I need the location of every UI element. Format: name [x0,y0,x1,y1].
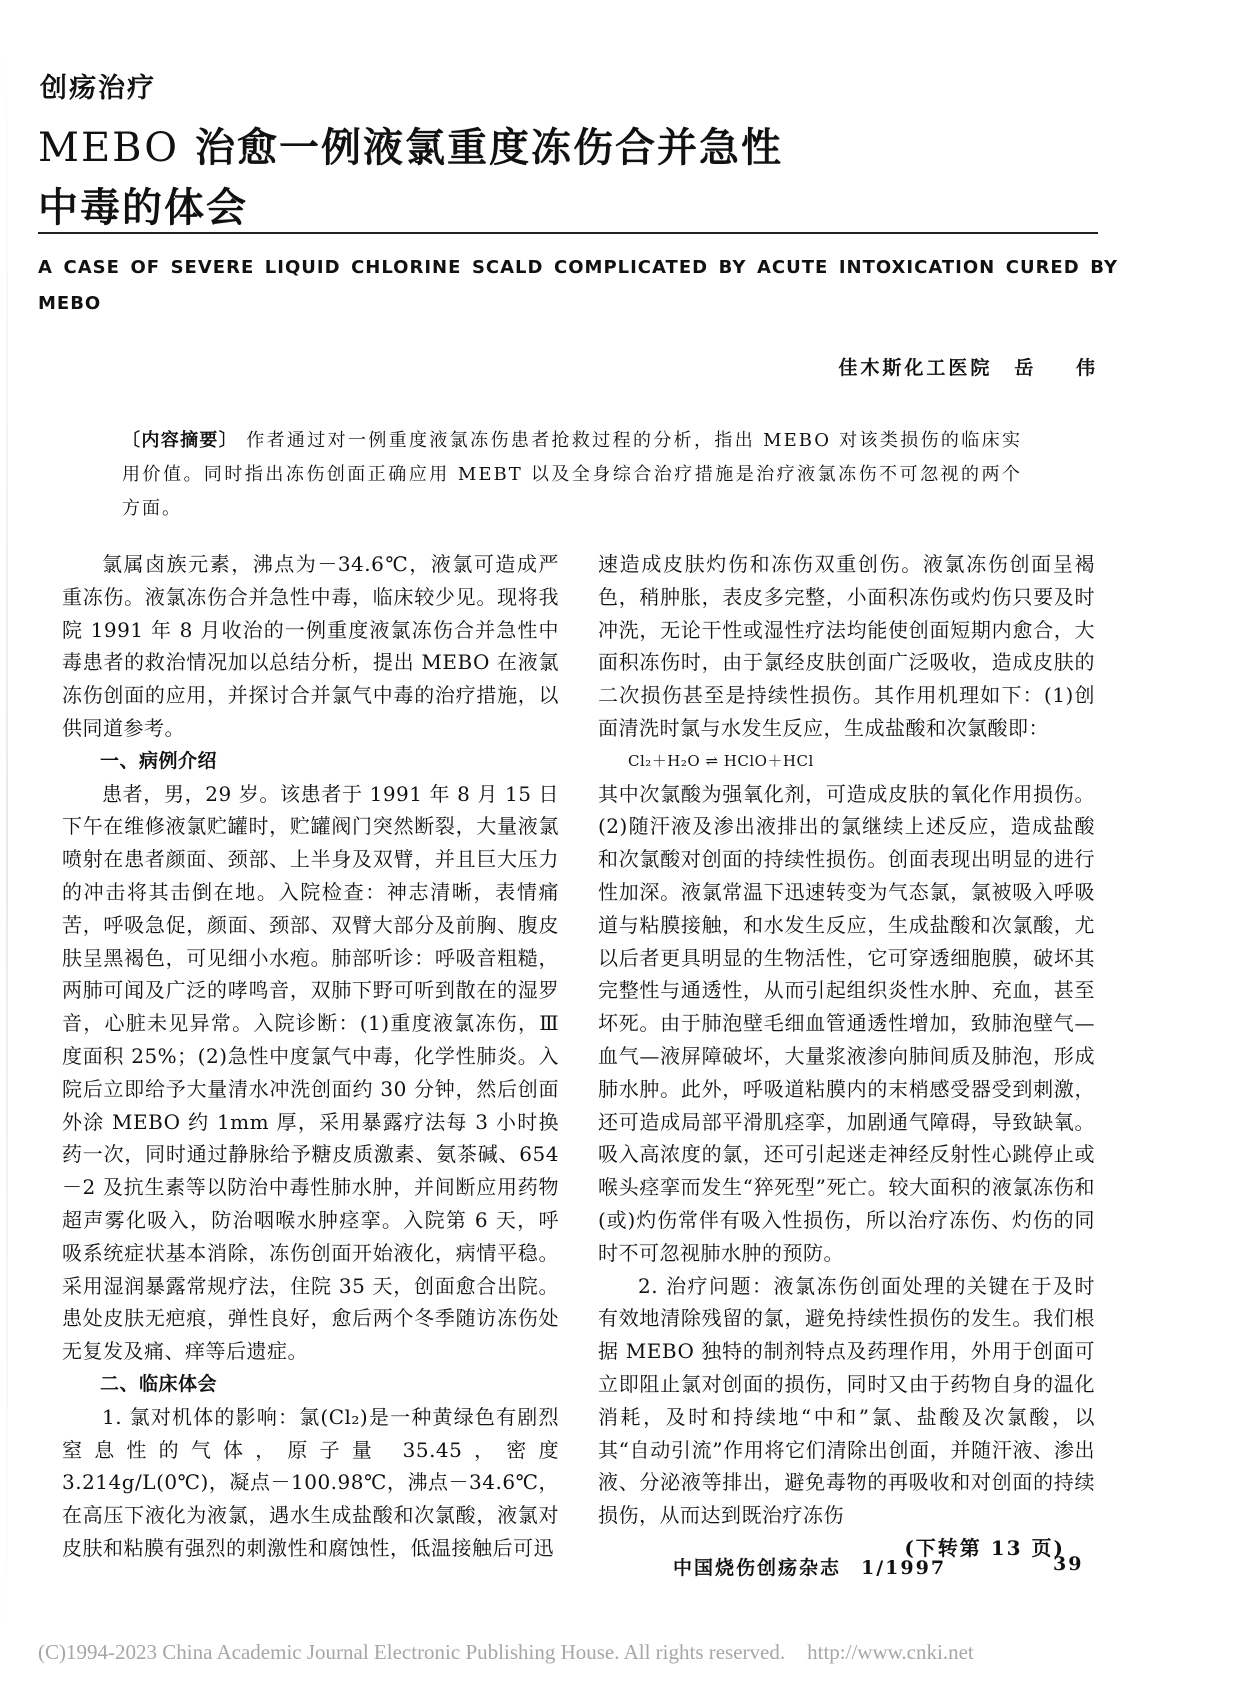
section-tag: 创疡治疗 [40,73,156,104]
copyright-text: (C)1994-2023 China Academic Journal Electronic Publishing House. All rights reserved. [38,1640,786,1664]
copyright-notice [38,1640,974,1665]
reaction-formula: Cl₂＋H₂O ⇌ HClO＋HCl [628,751,814,770]
author-name: 岳 伟 [1014,357,1113,379]
author-line [838,353,1113,380]
abstract-text: 作者通过对一例重度液氯冻伤患者抢救过程的分析，指出 MEBO 对该类损伤的临床实用价值。同时指出冻伤创面正确应用 MEBT 以及全身综合治疗措施是治疗液氯冻伤不可忽视的两个方面。 [122,430,1022,519]
mechanism-paragraph: 其中次氯酸为强氧化剂，可造成皮肤的氧化作用损伤。(2)随汗液及渗出液排出的氯继续上述反应，造成盐酸和次氯酸对创面的持续性损伤。创面表现出明显的进行性加深。液氯常温下迅速转变为气态氯，氯被吸入呼吸道与粘膜接触，和水发生反应，生成盐酸和次氯酸，尤以后者更具明显的生物活性，它可穿透细胞膜，破坏其完整性与通透性，从而引起组织炎性水肿、充血，甚至坏死。由于肺泡壁毛细血管通透性增加，致肺泡壁气—血气—液屏障破坏，大量浆液渗向肺间质及肺泡，形成肺水肿。此外，呼吸道粘膜内的末梢感受器受到刺激，还可造成局部平滑肌痉挛，加剧通气障碍，导致缺氧。吸入高浓度的氯，还可引起迷走神经反射性心跳停止或喉头痉挛而发生“猝死型”死亡。较大面积的液氯冻伤和(或)灼伤常伴有吸入性损伤，所以治疗冻伤、灼伤的同时不可忽视肺水肿的预防。 [598,781,1095,1265]
intro-paragraph: 氯属卤族元素，沸点为－34.6℃，液氯可造成严重冻伤。液氯冻伤合并急性中毒，临床较少见。现将我院 1991 年 8 月收治的一例重度液氯冻伤合并急性中毒患者的救治情况加以总结分析，提出 MEBO 在液氯冻伤创面的应用，并探讨合并氯气中毒的治疗措施，以供同道参考。 [62,552,559,740]
continued-paragraph: 速造成皮肤灼伤和冻伤双重创伤。液氯冻伤创面呈褐色，稍肿胀，表皮多完整，小面积冻伤或灼伤只要及时冲洗，无论干性或湿性疗法均能使创面短期内愈合，大面积冻伤时，由于氯经皮肤创面广泛吸收，造成皮肤的二次损伤甚至是持续性损伤。其作用机理如下：(1)创面清洗时氯与水发生反应，生成盐酸和次氯酸即： [598,552,1095,740]
point-2-paragraph: 2. 治疗问题：液氯冻伤创面处理的关键在于及时有效地清除残留的氯，避免持续性损伤的发生。我们根据 MEBO 独特的制剂特点及药理作用，外用于创面可立即阻止氯对创面的损伤，同时又由于药物自身的温化消耗，及时和持续地“中和”氯、盐酸及次氯酸，以其“自动引流”作用将它们清除出创面，并随汗液、渗出液、分泌液等排出，避免毒物的再吸收和对创面的持续损伤，从而达到既治疗冻伤 [598,1273,1095,1528]
english-title: A CASE OF SEVERE LIQUID CHLORINE SCALD COMPLICATED BY ACUTE INTOXICATION CURED BY MEBO [38,257,1118,314]
left-column [62,548,559,1565]
heading-clinical-experience: 二、临床体会 [100,1372,218,1395]
journal-issue: 1/1997 [861,1557,947,1579]
right-column [598,548,1095,1565]
continued-note: (下转第 13 页) [904,1535,1065,1560]
journal-name: 中国烧伤创疡杂志 [673,1557,842,1579]
case-paragraph: 患者，男，29 岁。该患者于 1991 年 8 月 15 日下午在维修液氯贮罐时，贮罐阀门突然断裂，大量液氯喷射在患者颜面、颈部、上半身及双臂，并且巨大压力的冲击将其击倒在地。入院检查：神志清晰，表情痛苦，呼吸急促，颜面、颈部、双臂大部分及前胸、腹皮肤呈黑褐色，可见细小水疱。肺部听诊：呼吸音粗糙，两肺可闻及广泛的哮鸣音，双肺下野可听到散在的湿罗音，心脏未见异常。入院诊断：(1)重度液氯冻伤，Ⅲ度面积 25%；(2)急性中度氯气中毒，化学性肺炎。入院后立即给予大量清水冲洗创面约 30 分钟，然后创面外涂 MEBO 约 1mm 厚，采用暴露疗法每 3 小时换药一次，同时通过静脉给予糖皮质激素、氨茶碱、654－2 及抗生素等以防治中毒性肺水肿，并间断应用药物超声雾化吸入，防治咽喉水肿痉挛。入院第 6 天，呼吸系统症状基本消除，冻伤创面开始液化，病情平稳。采用湿润暴露常规疗法，住院 35 天，创面愈合出院。患处皮肤无疤痕，弹性良好，愈后两个冬季随访冻伤处无复发及痛、痒等后遗症。 [62,781,559,1364]
point-1-paragraph: 1. 氯对机体的影响：氯(Cl₂)是一种黄绿色有剧烈窒息性的气体，原子量 35.45，密度 3.214g/L(0℃)，凝点－100.98℃，沸点－34.6℃，在高压下液化为液氯，遇水生成盐酸和次氯酸，液氯对皮肤和粘膜有强烈的刺激性和腐蚀性，低温接触后可迅 [62,1404,559,1560]
title-line-1 [38,118,1038,178]
scan-edge-shadow [6,40,8,1640]
heading-case-report: 一、病例介绍 [100,749,218,772]
page-number: 39 [1053,1553,1084,1575]
abstract-label: 〔内容摘要〕 [122,430,239,451]
title-latin: MEBO [38,125,180,171]
author-affiliation: 佳木斯化工医院 [838,357,993,379]
title-line-1-text: 治愈一例液氯重度冻伤合并急性 [179,125,784,171]
page-footer [673,1553,1084,1580]
abstract [122,424,1022,526]
article-title [38,118,1038,238]
copyright-url[interactable]: http://www.cnki.net [807,1640,974,1664]
title-line-2: 中毒的体会 [38,185,248,231]
title-rule [38,232,1098,234]
